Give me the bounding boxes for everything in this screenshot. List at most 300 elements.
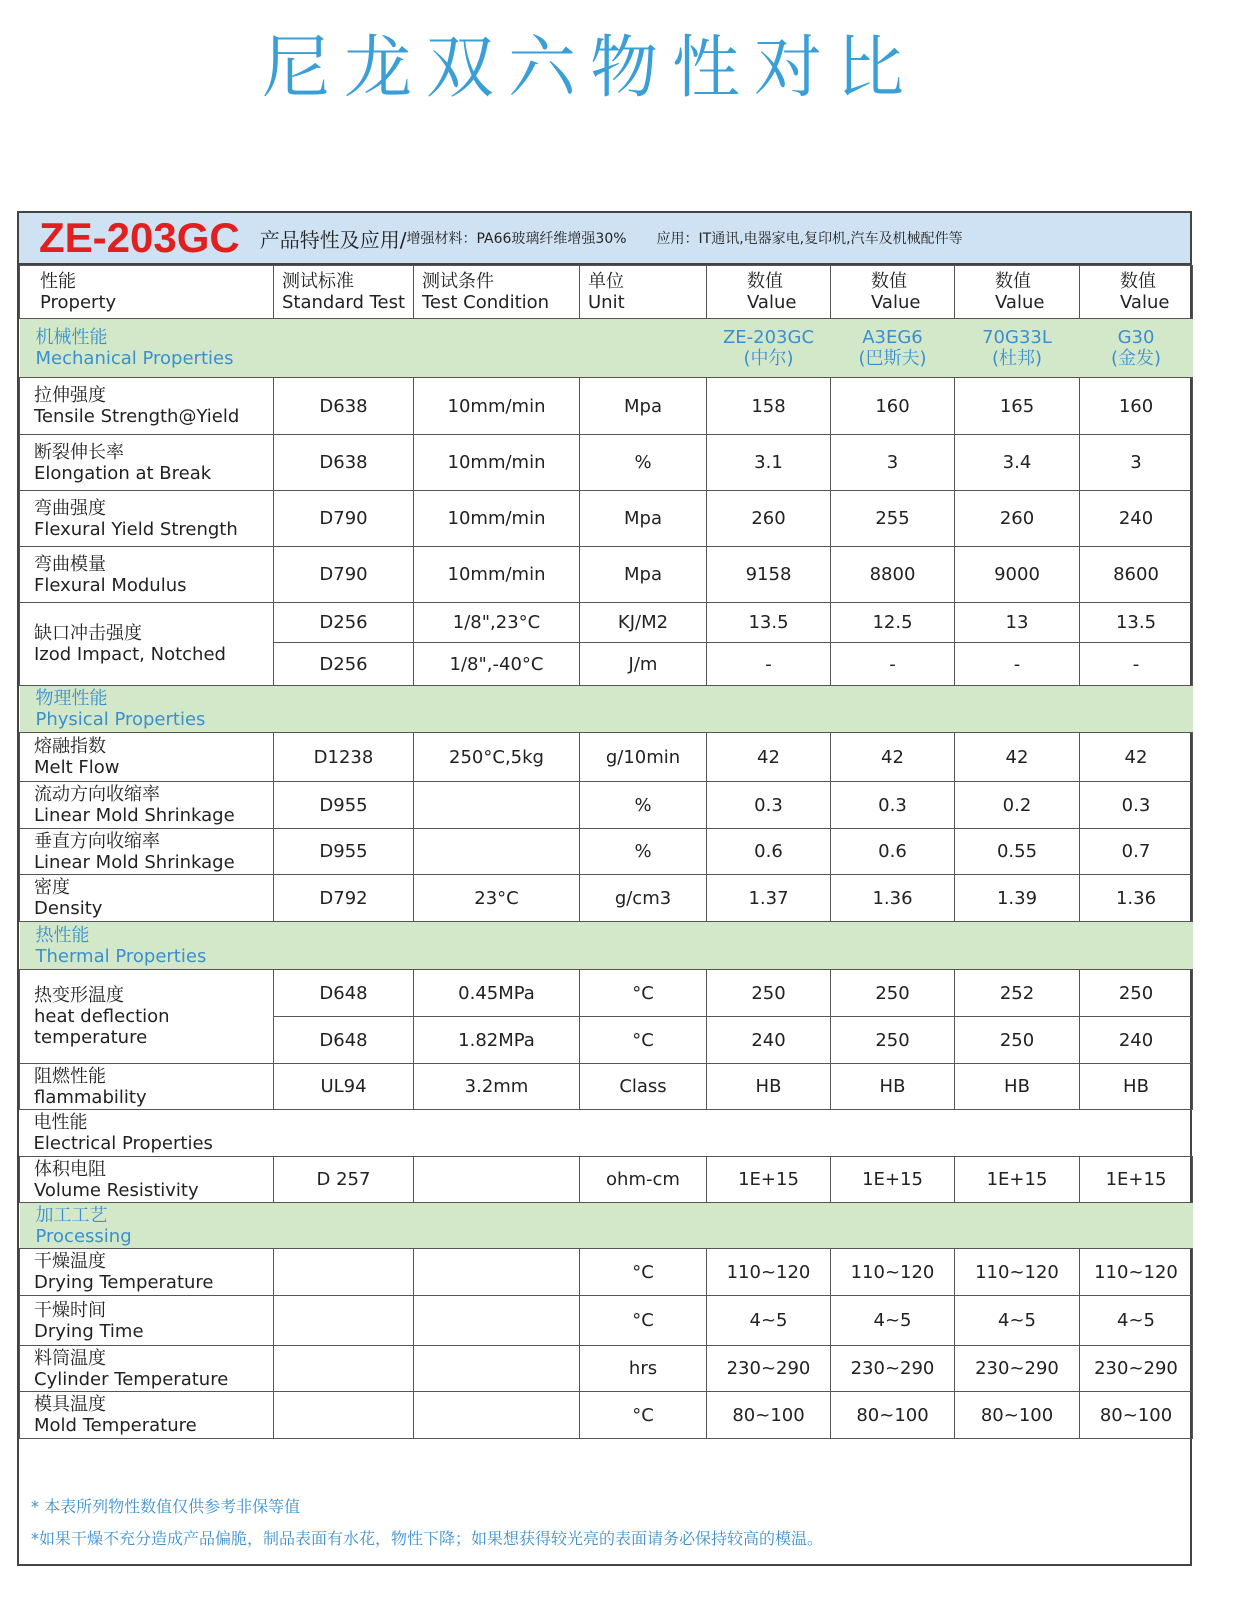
- unit-text: %: [634, 452, 652, 473]
- value-text: 13: [1005, 612, 1029, 633]
- unit: [580, 1017, 707, 1064]
- value-text: 1.39: [996, 887, 1038, 909]
- value: [831, 875, 955, 922]
- value-text: 0.3: [754, 794, 783, 816]
- property-name: [20, 1346, 274, 1392]
- section-filler: [707, 1203, 1193, 1249]
- value: [707, 782, 831, 829]
- value-text: HB: [1123, 1076, 1149, 1097]
- value: [1080, 435, 1193, 491]
- value-text: 1.36: [1115, 887, 1157, 909]
- property-name-text: 弯曲模量: [34, 553, 106, 575]
- section-filler: [707, 1110, 1193, 1157]
- value-text: 240: [751, 1029, 786, 1051]
- value-text: 252: [999, 982, 1035, 1004]
- section-title-text: Thermal Properties: [35, 945, 207, 967]
- standard-test-text: D790: [319, 508, 368, 529]
- test-condition: [414, 491, 580, 547]
- section-title-text: 物理性能: [35, 688, 108, 709]
- unit: [580, 1392, 707, 1439]
- value: [1080, 547, 1193, 603]
- column-header-text: 测试条件: [422, 271, 494, 292]
- value: [955, 1017, 1080, 1064]
- test-condition: [414, 1249, 580, 1296]
- value: [831, 829, 955, 875]
- value-text: 240: [1118, 508, 1154, 529]
- product-model: ZE-203GC: [39, 214, 240, 261]
- value: [955, 1157, 1080, 1203]
- value-text: 0.3: [878, 794, 907, 816]
- value: [955, 1346, 1080, 1392]
- unit: [580, 733, 707, 782]
- value-text: 9158: [745, 564, 792, 585]
- value-text: 250: [875, 982, 910, 1004]
- value: [831, 1064, 955, 1110]
- property-name-text: 流动方向收缩率: [34, 784, 160, 805]
- section-title-text: 加工工艺: [35, 1204, 108, 1226]
- value: [831, 782, 955, 829]
- unit: [580, 1157, 707, 1203]
- value: [955, 1064, 1080, 1110]
- column-header-text: Standard Test: [282, 292, 406, 313]
- value-text: 1E+15: [862, 1169, 923, 1190]
- property-name-text: Melt Flow: [34, 757, 120, 778]
- value: [707, 643, 831, 686]
- property-name: [20, 1064, 274, 1110]
- column-header-row: [20, 266, 1193, 319]
- unit: [580, 1249, 707, 1296]
- value: [831, 603, 955, 643]
- product-subtitle: 产品特性及应用/: [259, 227, 407, 252]
- value: [1080, 782, 1193, 829]
- property-name-text: 拉伸强度: [34, 385, 106, 406]
- column-header: [414, 266, 580, 319]
- section-row: [20, 1110, 1193, 1157]
- value-text: 160: [1118, 395, 1154, 417]
- value: [831, 1346, 955, 1392]
- test-condition-text: 10mm/min: [447, 395, 546, 417]
- value: [1080, 1296, 1193, 1346]
- value: [707, 829, 831, 875]
- column-header-text: 数值: [995, 271, 1031, 292]
- test-condition: [414, 733, 580, 782]
- unit: [580, 603, 707, 643]
- value: [1080, 1392, 1193, 1439]
- value: [831, 1017, 955, 1064]
- test-condition: [414, 1064, 580, 1110]
- property-name-text: 弯曲强度: [34, 497, 106, 519]
- standard-test: [274, 1346, 414, 1392]
- standard-test: [274, 733, 414, 782]
- test-condition: [414, 782, 580, 829]
- value: [707, 603, 831, 643]
- test-condition-text: 3.2mm: [464, 1076, 529, 1097]
- value: [831, 435, 955, 491]
- value-text: 255: [875, 508, 910, 529]
- column-header-text: Value: [1120, 292, 1170, 313]
- value-text: 260: [751, 508, 786, 529]
- value: [707, 1249, 831, 1296]
- property-name-text: Linear Mold Shrinkage: [34, 805, 235, 826]
- property-name: [20, 1157, 274, 1203]
- unit: [580, 875, 707, 922]
- property-name: [20, 1249, 274, 1296]
- table-row: [20, 782, 1193, 829]
- standard-test: [274, 970, 414, 1017]
- table-row: [20, 435, 1193, 491]
- unit-text: g/10min: [605, 746, 681, 768]
- unit-text: J/m: [628, 653, 658, 675]
- brand-column-label: [955, 319, 1080, 378]
- test-condition-text: 1.82MPa: [458, 1029, 535, 1051]
- value: [707, 1064, 831, 1110]
- standard-test: [274, 1249, 414, 1296]
- unit-text: °C: [632, 1029, 654, 1051]
- value: [707, 875, 831, 922]
- value-text: 0.55: [996, 841, 1038, 862]
- test-condition: [414, 1392, 580, 1439]
- value-text: 0.3: [1121, 794, 1151, 816]
- value-text: 42: [1124, 746, 1148, 768]
- property-name: [20, 733, 274, 782]
- table-row: [20, 829, 1193, 875]
- property-name: [20, 829, 274, 875]
- value: [831, 970, 955, 1017]
- standard-test: [274, 782, 414, 829]
- value-text: 250: [1118, 982, 1154, 1004]
- column-header-text: Unit: [588, 292, 625, 313]
- value: [955, 733, 1080, 782]
- brand-column-label-text: (中尔): [743, 348, 794, 369]
- standard-test-text: D648: [319, 1029, 368, 1051]
- value: [707, 733, 831, 782]
- section-filler: [707, 922, 1193, 970]
- unit-text: Mpa: [624, 395, 662, 417]
- unit: [580, 1346, 707, 1392]
- unit: [580, 970, 707, 1017]
- property-name-text: heat deflection temperature: [34, 1006, 170, 1048]
- value-text: HB: [879, 1076, 906, 1097]
- value-text: 13.5: [748, 612, 789, 633]
- property-name-text: 热变形温度: [34, 985, 124, 1006]
- unit-text: °C: [632, 982, 654, 1004]
- product-material: 增强材料：PA66玻璃纤维增强30%: [406, 231, 627, 247]
- value-text: 1E+15: [1105, 1169, 1167, 1190]
- test-condition: [414, 547, 580, 603]
- value-text: 1.37: [748, 887, 789, 909]
- table-row: [20, 1296, 1193, 1346]
- unit: [580, 1296, 707, 1346]
- section-title-text: 电性能: [33, 1112, 88, 1133]
- value-text: 165: [999, 395, 1035, 417]
- property-name-text: Linear Mold Shrinkage: [34, 851, 235, 873]
- column-header-text: 性能: [40, 271, 76, 292]
- value: [1080, 970, 1193, 1017]
- property-name-text: Drying Time: [34, 1320, 144, 1342]
- property-name-text: 干燥温度: [34, 1251, 106, 1272]
- value: [1080, 875, 1193, 922]
- property-name-text: flammability: [34, 1086, 147, 1108]
- section-title: [20, 686, 707, 733]
- property-name-text: 缺口冲击强度: [34, 623, 142, 644]
- section-title-text: Electrical Properties: [33, 1133, 213, 1154]
- standard-test: [274, 547, 414, 603]
- value: [1080, 1346, 1193, 1392]
- value-text: HB: [755, 1076, 782, 1097]
- unit: [580, 378, 707, 435]
- column-header: [707, 266, 831, 319]
- unit-text: %: [634, 794, 652, 816]
- value-text: 9000: [994, 564, 1040, 585]
- property-name-text: Drying Temperature: [34, 1272, 214, 1293]
- column-header: [1080, 266, 1193, 319]
- column-header: [580, 266, 707, 319]
- standard-test-text: D256: [319, 612, 368, 633]
- value-text: 4~5: [998, 1310, 1036, 1331]
- value: [955, 970, 1080, 1017]
- value-text: -: [1013, 653, 1021, 675]
- value-text: 0.6: [754, 841, 783, 862]
- standard-test: [274, 491, 414, 547]
- value-text: 110~120: [1094, 1261, 1178, 1283]
- value: [955, 829, 1080, 875]
- test-condition-text: 10mm/min: [447, 508, 546, 529]
- standard-test: [274, 1017, 414, 1064]
- unit: [580, 829, 707, 875]
- standard-test-text: D792: [319, 887, 368, 909]
- column-header: [831, 266, 955, 319]
- value-text: 240: [1118, 1029, 1154, 1051]
- test-condition: [414, 435, 580, 491]
- test-condition-text: 1/8",23°C: [452, 612, 541, 633]
- property-name-text: Tensile Strength@Yield: [34, 406, 240, 427]
- section-title: [20, 1110, 707, 1157]
- value: [1080, 1157, 1193, 1203]
- section-title: [20, 922, 707, 970]
- unit-text: °C: [632, 1261, 654, 1283]
- unit-text: Class: [619, 1076, 667, 1097]
- standard-test-text: D256: [319, 653, 368, 675]
- product-application: 应用：IT通讯,电器家电,复印机,汽车及机械配件等: [656, 231, 963, 247]
- property-name-text: 阻燃性能: [34, 1065, 106, 1087]
- value: [831, 378, 955, 435]
- test-condition-text: 10mm/min: [447, 452, 546, 473]
- value: [707, 970, 831, 1017]
- unit-text: hrs: [628, 1358, 658, 1379]
- test-condition: [414, 829, 580, 875]
- value: [955, 1296, 1080, 1346]
- value-text: 1E+15: [738, 1169, 799, 1190]
- property-name: [20, 378, 274, 435]
- value: [1080, 378, 1193, 435]
- value-text: 8800: [869, 564, 916, 585]
- property-name: [20, 435, 274, 491]
- value-text: 0.2: [1002, 794, 1032, 816]
- table-row: [20, 875, 1193, 922]
- product-header-band: [19, 213, 1190, 265]
- property-name-text: 干燥时间: [34, 1299, 106, 1321]
- value: [955, 643, 1080, 686]
- section-header-row: [20, 922, 1193, 970]
- section-filler: [707, 686, 1193, 733]
- column-header: [20, 266, 274, 319]
- unit-text: %: [634, 841, 652, 862]
- value: [1080, 603, 1193, 643]
- value-text: 1E+15: [986, 1169, 1048, 1190]
- value: [707, 1296, 831, 1346]
- value-text: 230~290: [975, 1358, 1059, 1379]
- properties-table: [19, 265, 1193, 1439]
- unit: [580, 782, 707, 829]
- column-header: [274, 266, 414, 319]
- value: [1080, 1017, 1193, 1064]
- test-condition-text: 1/8",-40°C: [449, 653, 544, 675]
- value: [955, 1392, 1080, 1439]
- column-header-text: Property: [40, 292, 117, 313]
- standard-test: [274, 378, 414, 435]
- value: [955, 547, 1080, 603]
- property-name-text: 熔融指数: [34, 736, 106, 757]
- value-text: 80~100: [1099, 1404, 1173, 1426]
- value-text: 4~5: [1117, 1310, 1155, 1331]
- footnote: *如果干燥不充分造成产品偏脆，制品表面有水花，物性下降；如果想获得较光亮的表面请务必保持较高的模温。: [31, 1529, 824, 1548]
- value: [1080, 829, 1193, 875]
- value-text: 110~120: [726, 1261, 811, 1283]
- value: [831, 1157, 955, 1203]
- brand-column-label-text: (杜邦): [991, 348, 1043, 369]
- standard-test-text: D648: [319, 982, 368, 1004]
- standard-test-text: UL94: [320, 1076, 367, 1097]
- table-row: [20, 378, 1193, 435]
- test-condition: [414, 643, 580, 686]
- column-header-text: Value: [995, 292, 1045, 313]
- value-text: 230~290: [726, 1358, 811, 1379]
- test-condition-text: 250°C,5kg: [449, 746, 544, 768]
- standard-test: [274, 643, 414, 686]
- unit-text: g/cm3: [614, 887, 672, 909]
- property-name-text: 模具温度: [34, 1394, 106, 1415]
- value-text: 42: [1005, 746, 1029, 768]
- value: [955, 491, 1080, 547]
- column-header-text: Value: [747, 292, 797, 313]
- standard-test-text: D790: [319, 564, 368, 585]
- table-row: [20, 1346, 1193, 1392]
- value-text: 158: [751, 395, 786, 417]
- value: [707, 378, 831, 435]
- test-condition-text: 23°C: [474, 887, 519, 909]
- section-title: [20, 319, 707, 378]
- value: [707, 1346, 831, 1392]
- brand-column-label-text: 70G33L: [982, 327, 1052, 348]
- property-name-text: 体积电阻: [34, 1158, 106, 1180]
- property-name-text: Flexural Modulus: [34, 574, 187, 596]
- section-title-text: Mechanical Properties: [35, 348, 234, 369]
- column-header-text: 测试标准: [282, 271, 354, 292]
- value: [831, 491, 955, 547]
- value-text: 80~100: [732, 1404, 805, 1426]
- property-name: [20, 547, 274, 603]
- unit: [580, 491, 707, 547]
- footnotes: [31, 1491, 823, 1555]
- unit: [580, 435, 707, 491]
- test-condition: [414, 1346, 580, 1392]
- test-condition: [414, 970, 580, 1017]
- value: [707, 547, 831, 603]
- value-text: 3: [886, 452, 899, 473]
- standard-test-text: D 257: [316, 1169, 371, 1190]
- unit-text: Mpa: [624, 564, 662, 585]
- footnote: * 本表所列物性数值仅供参考非保等值: [31, 1497, 301, 1516]
- column-header: [955, 266, 1080, 319]
- section-title-text: Processing: [35, 1225, 132, 1247]
- value: [1080, 1064, 1193, 1110]
- property-name: [20, 603, 274, 686]
- unit: [580, 643, 707, 686]
- property-name: [20, 1392, 274, 1439]
- standard-test-text: D955: [319, 794, 368, 816]
- standard-test-text: D638: [319, 395, 368, 417]
- value-text: 80~100: [980, 1404, 1054, 1426]
- unit: [580, 1064, 707, 1110]
- value-text: 42: [757, 746, 780, 768]
- brand-column-label: [831, 319, 955, 378]
- value: [707, 1392, 831, 1439]
- table-row: [20, 1249, 1193, 1296]
- standard-test: [274, 875, 414, 922]
- test-condition-text: 0.45MPa: [458, 982, 535, 1004]
- brand-column-label-text: G30: [1117, 327, 1155, 348]
- property-name-text: Izod Impact, Notched: [34, 644, 226, 665]
- column-header-text: 数值: [1120, 271, 1156, 292]
- value-text: 80~100: [856, 1404, 929, 1426]
- value-text: -: [1132, 653, 1140, 675]
- value-text: 110~120: [975, 1261, 1059, 1283]
- property-name-text: 断裂伸长率: [34, 441, 124, 463]
- unit-text: Mpa: [624, 508, 662, 529]
- table-row: [20, 603, 1193, 643]
- brand-column-label: [1080, 319, 1193, 378]
- value-text: 3.4: [1002, 452, 1032, 473]
- value-text: HB: [1004, 1076, 1030, 1097]
- column-header-text: 数值: [871, 271, 907, 292]
- standard-test: [274, 603, 414, 643]
- property-name: [20, 875, 274, 922]
- value-text: 230~290: [850, 1358, 935, 1379]
- standard-test: [274, 435, 414, 491]
- value: [831, 547, 955, 603]
- value-text: -: [765, 653, 772, 675]
- unit-text: °C: [632, 1310, 654, 1331]
- value: [955, 782, 1080, 829]
- standard-test: [274, 1064, 414, 1110]
- standard-test: [274, 1296, 414, 1346]
- unit-text: ohm-cm: [606, 1169, 680, 1190]
- value-text: 1.36: [872, 887, 913, 909]
- value-text: 8600: [1113, 564, 1159, 585]
- table-row: [20, 547, 1193, 603]
- brand-column-label-text: A3EG6: [862, 327, 923, 348]
- value: [707, 1017, 831, 1064]
- value: [955, 378, 1080, 435]
- column-header-text: Value: [871, 292, 921, 313]
- value-text: 0.7: [1121, 841, 1151, 862]
- value: [1080, 643, 1193, 686]
- value: [707, 435, 831, 491]
- property-name-text: 密度: [34, 877, 70, 898]
- property-name: [20, 970, 274, 1064]
- section-header-row: [20, 1203, 1193, 1249]
- brand-column-label-text: (金发): [1110, 348, 1162, 369]
